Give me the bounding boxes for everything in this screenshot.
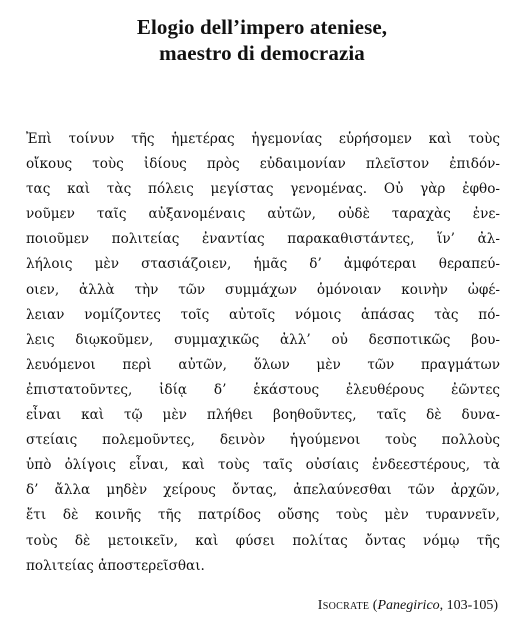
title-line-1: Elogio dell’impero ateniese, — [136, 15, 388, 39]
source-work: Panegirico — [377, 598, 440, 613]
text-line: ποιοῦμεν πολιτείας ἐναντίας παρακαθιστάντες, ἵν’ ἀλ- — [26, 231, 500, 248]
title-line-2: maestro di democrazia — [159, 41, 365, 65]
source-citation: Isocrate (Panegirico, 103-105) — [317, 598, 498, 613]
source-author: Isocrate — [317, 598, 370, 613]
text-line: οιεν, ἀλλὰ τὴν τῶν συμμάχων ὁμόνοιαν κοινὴν ὠφέ- — [26, 281, 500, 298]
text-line: εἶναι καὶ τῷ μὲν πλήθει βοηθοῦντες, ταῖς δὲ δυνα- — [26, 407, 500, 424]
text-line: λήλοις μὲν στασιάζοιεν, ἡμᾶς δ’ ἀμφότεραι θεραπεύ- — [26, 256, 500, 273]
text-line: λεις διῳκοῦμεν, συμμαχικῶς ἀλλ’ οὐ δεσποτικῶς βου- — [26, 331, 500, 348]
source-reference: , 103-105) — [439, 598, 498, 613]
text-line: ἐπιστατοῦντες, ἰδίᾳ δ’ ἑκάστους ἐλευθέρους ἐῶντες — [26, 381, 500, 398]
text-line: οἴκους τοὺς ἰδίους πρὸς εὐδαιμονίαν πλεῖστον ἐπιδόν- — [26, 156, 500, 173]
text-line: λευόμενοι περὶ αὐτῶν, ὅλων μὲν τῶν πραγμάτων — [26, 356, 500, 373]
text-line: ἔτι δὲ κοινῆς τῆς πατρίδος οὔσης τοὺς μὲν τυραννεῖν, — [26, 507, 500, 524]
text-line: δ’ ἄλλα μηδὲν χείρους ὄντας, ἀπελαύνεσθαι τῶν ἀρχῶν, — [26, 482, 500, 499]
page-title — [0, 14, 524, 66]
text-line: λειαν νομίζοντες τοῖς αὐτοῖς νόμοις ἁπάσας τὰς πό- — [26, 306, 500, 323]
text-line: ὑπὸ ὀλίγοις εἶναι, καὶ τοὺς ταῖς οὐσίαις ἐνδεεστέρους, τὰ — [26, 457, 500, 474]
text-line: Ἐπὶ τοίνυν τῆς ἡμετέρας ἡγεμονίας εὑρήσομεν καὶ τοὺς — [26, 131, 500, 147]
text-line: πολιτείας ἀποστερεῖσθαι. — [26, 557, 205, 574]
text-line: νοῦμεν ταῖς αὐξανομέναις αὐτῶν, οὐδὲ ταραχὰς ἐνε- — [26, 206, 500, 223]
text-line: στείαις πολεμοῦντες, δεινὸν ἡγούμενοι τοὺς πολλοὺς — [26, 432, 500, 449]
text-line: τας καὶ τὰς πόλεις μεγίστας γενομένας. Οὐ γὰρ ἐφθο- — [26, 181, 500, 198]
text-line: τοὺς δὲ μετοικεῖν, καὶ φύσει πολίτας ὄντας νόμῳ τῆς — [26, 532, 500, 549]
greek-text-passage — [26, 127, 500, 579]
